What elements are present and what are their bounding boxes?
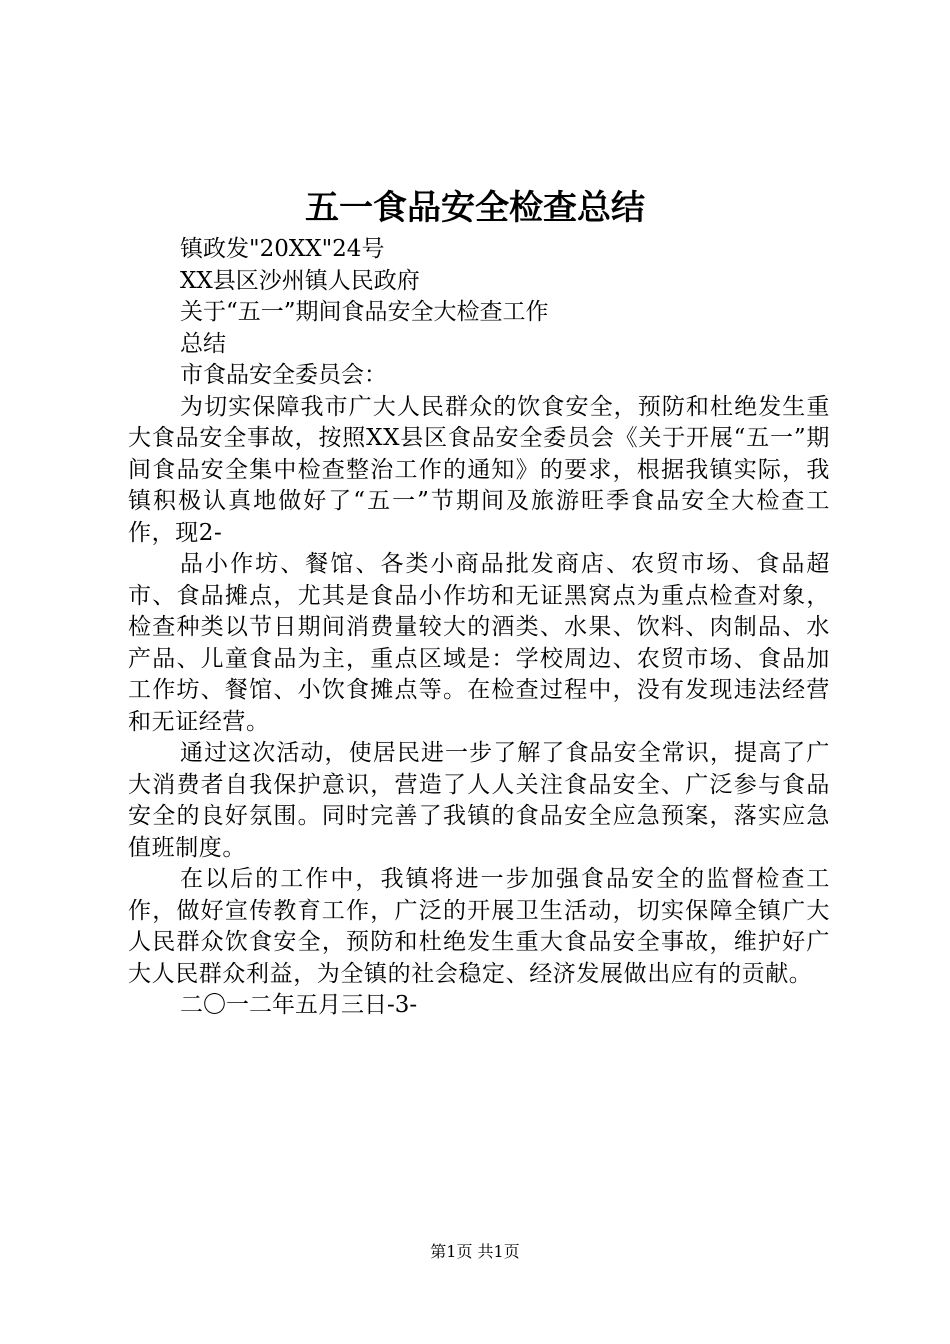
paragraph: 为切实保障我市广大人民群众的饮食安全，预防和杜绝发生重大食品安全事故，按照XX县区食品安全委员会《关于开展“五一”期间食品安全集中检查整治工作的通知》的要求，根据我镇实际，我镇积极认真地做好了“五一”节期间及旅游旺季食品安全大检查工作，现2-	[128, 393, 830, 546]
date-line: 二〇一二年五月三日-3-	[180, 992, 418, 1018]
page-footer: 第1页 共1页	[430, 1242, 520, 1261]
subject-line: 关于“五一”期间食品安全大检查工作	[180, 299, 549, 325]
paragraph: 在以后的工作中，我镇将进一步加强食品安全的监督检查工作，做好宣传教育工作，广泛的开展卫生活动，切实保障全镇广大人民群众饮食安全，预防和杜绝发生重大食品安全事故，维护好广大人民群众利益，为全镇的社会稳定、经济发展做出应有的贡献。	[128, 866, 830, 987]
subject-line-continued: 总结	[180, 330, 226, 357]
document-body	[128, 234, 830, 1022]
addressee: 市食品安全委员会：	[180, 362, 387, 388]
document-title: 五一食品安全检查总结	[305, 188, 645, 228]
paragraph: 品小作坊、餐馆、各类小商品批发商店、农贸市场、食品超市、食品摊点，尤其是食品小作坊和无证黑窝点为重点检查对象，检查种类以节日期间消费量较大的酒类、水果、饮料、肉制品、水产品、儿童食品为主，重点区域是：学校周边、农贸市场、食品加工作坊、餐馆、小饮食摊点等。在检查过程中，没有发现违法经营和无证经营。	[128, 551, 830, 735]
doc-number: 镇政发"20XX"24号	[180, 236, 385, 262]
paragraph: 通过这次活动，使居民进一步了解了食品安全常识，提高了广大消费者自我保护意识，营造了人人关注食品安全、广泛参与食品安全的良好氛围。同时完善了我镇的食品安全应急预案，落实应急值班制度。	[128, 740, 830, 861]
issuer: XX县区沙州镇人民政府	[180, 267, 420, 294]
